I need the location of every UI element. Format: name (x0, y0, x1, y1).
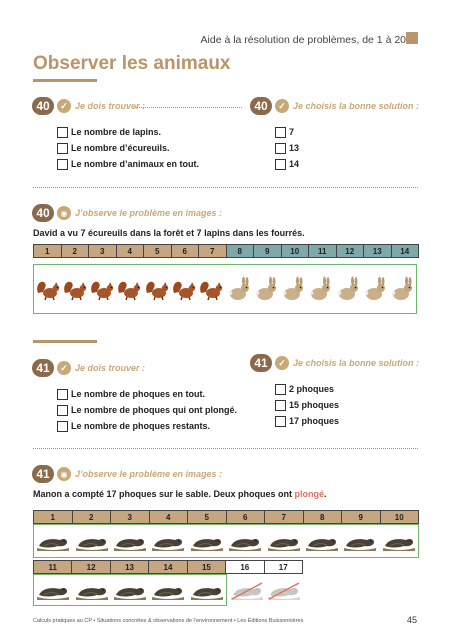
check-icon: ✓ (275, 356, 289, 370)
number-cell: 5 (144, 245, 172, 257)
option[interactable]: 15 phoques (275, 397, 339, 413)
page-title: Observer les animaux (33, 53, 231, 74)
p41-problem-text: Manon a compté 17 phoques sur le sable. Deux phoques ont plongé. (33, 489, 327, 499)
number-cell: 3 (89, 245, 117, 257)
number-cell: 8 (227, 245, 255, 257)
squirrel-icon (89, 277, 115, 301)
number-cell: 9 (342, 511, 381, 523)
page-number: 45 (406, 615, 417, 625)
seal-icon (382, 530, 416, 552)
section-rule (33, 340, 97, 343)
problem-41-number: 41 (32, 359, 54, 377)
seal-icon (113, 579, 147, 601)
p41-find-label: Je dois trouver : (75, 363, 146, 373)
checkbox[interactable] (275, 400, 286, 411)
seal-icon (151, 530, 185, 552)
seal-icon (36, 530, 70, 552)
option[interactable]: Le nombre de phoques restants. (57, 418, 237, 434)
crossed-seal-icon (267, 579, 301, 601)
number-cell: 12 (337, 245, 365, 257)
header-square (406, 32, 418, 44)
number-cell: 1 (34, 511, 73, 523)
rabbit-icon (280, 276, 306, 302)
seal-icon (75, 530, 109, 552)
checkbox[interactable] (275, 416, 286, 427)
seal-icon (113, 530, 147, 552)
title-rule (33, 79, 97, 82)
option[interactable]: Le nombre d’animaux en tout. (57, 156, 199, 172)
rabbit-icon (253, 276, 279, 302)
rabbit-icon (362, 276, 388, 302)
option[interactable]: 13 (275, 140, 299, 156)
p41-crossed-seals (228, 576, 302, 604)
number-cell: 10 (282, 245, 310, 257)
checkbox[interactable] (57, 389, 68, 400)
problem-41-number-2: 41 (250, 354, 272, 372)
p41-number-line-2 (33, 560, 303, 574)
rabbit-icon (226, 276, 252, 302)
checkbox[interactable] (275, 143, 286, 154)
p41-find-options (57, 386, 237, 434)
p40-number-line (33, 244, 419, 258)
divider (135, 107, 242, 108)
seal-icon (228, 530, 262, 552)
number-cell: 14 (149, 561, 187, 573)
squirrel-icon (171, 277, 197, 301)
rabbit-icon (389, 276, 415, 302)
seal-icon (190, 579, 224, 601)
footer-credits: Calculs pratiques au CP • Situations concrètes & observations de l’environnement • Les Éditions Buissonnières (33, 618, 304, 624)
eye-icon: ◉ (57, 206, 71, 220)
p40-choose-label: Je choisis la bonne solution : (293, 101, 420, 111)
problem-40-number: 40 (32, 97, 54, 115)
checkbox[interactable] (57, 127, 68, 138)
p41-seal-box-1 (33, 524, 419, 558)
number-cell: 17 (265, 561, 302, 573)
option[interactable]: 14 (275, 156, 299, 172)
p41-number-line-1 (33, 510, 419, 524)
p40-find-options (57, 124, 199, 172)
seal-icon (267, 530, 301, 552)
checkbox[interactable] (275, 384, 286, 395)
p41-choose-label: Je choisis la bonne solution : (293, 358, 420, 368)
number-cell: 15 (188, 561, 226, 573)
seal-icon (190, 530, 224, 552)
option[interactable]: 2 phoques (275, 381, 339, 397)
p40-find-label: Je dois trouver : (75, 101, 146, 111)
number-cell: 6 (172, 245, 200, 257)
checkbox[interactable] (275, 159, 286, 170)
squirrel-icon (116, 277, 142, 301)
rabbit-icon (307, 276, 333, 302)
number-cell: 4 (117, 245, 145, 257)
check-icon: ✓ (275, 99, 289, 113)
option[interactable]: 17 phoques (275, 413, 339, 429)
number-cell: 7 (265, 511, 304, 523)
p40-observe-label: J’observe le problème en images : (75, 208, 223, 218)
number-cell: 3 (111, 511, 150, 523)
seal-icon (305, 530, 339, 552)
p41-seal-box-2 (33, 574, 227, 606)
p40-animal-box (33, 264, 417, 314)
number-cell: 2 (73, 511, 112, 523)
eye-icon: ◉ (57, 467, 71, 481)
seal-icon (151, 579, 185, 601)
number-cell: 12 (72, 561, 110, 573)
p40-choose-options (275, 124, 299, 172)
highlight-word: plongé (294, 489, 325, 499)
number-cell: 11 (34, 561, 72, 573)
seal-icon (343, 530, 377, 552)
number-cell: 5 (188, 511, 227, 523)
number-cell: 11 (309, 245, 337, 257)
number-cell: 1 (34, 245, 62, 257)
problem-40-number-3: 40 (32, 204, 54, 222)
divider (33, 448, 418, 449)
number-cell: 2 (62, 245, 90, 257)
check-icon: ✓ (57, 99, 71, 113)
problem-40-number-2: 40 (250, 97, 272, 115)
number-cell: 6 (227, 511, 266, 523)
number-cell: 4 (150, 511, 189, 523)
number-cell: 16 (226, 561, 264, 573)
checkbox[interactable] (57, 159, 68, 170)
number-cell: 8 (304, 511, 343, 523)
number-cell: 13 (364, 245, 392, 257)
seal-icon (36, 579, 70, 601)
number-cell: 13 (111, 561, 149, 573)
problem-41-number-3: 41 (32, 465, 54, 483)
option[interactable]: Le nombre de phoques en tout. (57, 386, 237, 402)
squirrel-icon (35, 277, 61, 301)
number-cell: 10 (381, 511, 419, 523)
p40-problem-text: David a vu 7 écureuils dans la forêt et 7 lapins dans les fourrés. (33, 228, 305, 238)
squirrel-icon (144, 277, 170, 301)
checkbox[interactable] (57, 143, 68, 154)
option[interactable]: Le nombre de lapins. (57, 124, 199, 140)
seal-icon (75, 579, 109, 601)
checkbox[interactable] (57, 421, 68, 432)
check-icon: ✓ (57, 361, 71, 375)
crossed-seal-icon (230, 579, 264, 601)
number-cell: 14 (392, 245, 419, 257)
checkbox[interactable] (57, 405, 68, 416)
p41-observe-label: J’observe le problème en images : (75, 469, 223, 479)
checkbox[interactable] (275, 127, 286, 138)
number-cell: 7 (199, 245, 227, 257)
running-header: Aide à la résolution de problèmes, de 1 à 20 (200, 34, 406, 46)
option[interactable]: 7 (275, 124, 299, 140)
p41-choose-options (275, 381, 339, 429)
option[interactable]: Le nombre d’écureuils. (57, 140, 199, 156)
squirrel-icon (62, 277, 88, 301)
divider (33, 187, 418, 188)
rabbit-icon (335, 276, 361, 302)
number-cell: 9 (254, 245, 282, 257)
squirrel-icon (198, 277, 224, 301)
option[interactable]: Le nombre de phoques qui ont plongé. (57, 402, 237, 418)
